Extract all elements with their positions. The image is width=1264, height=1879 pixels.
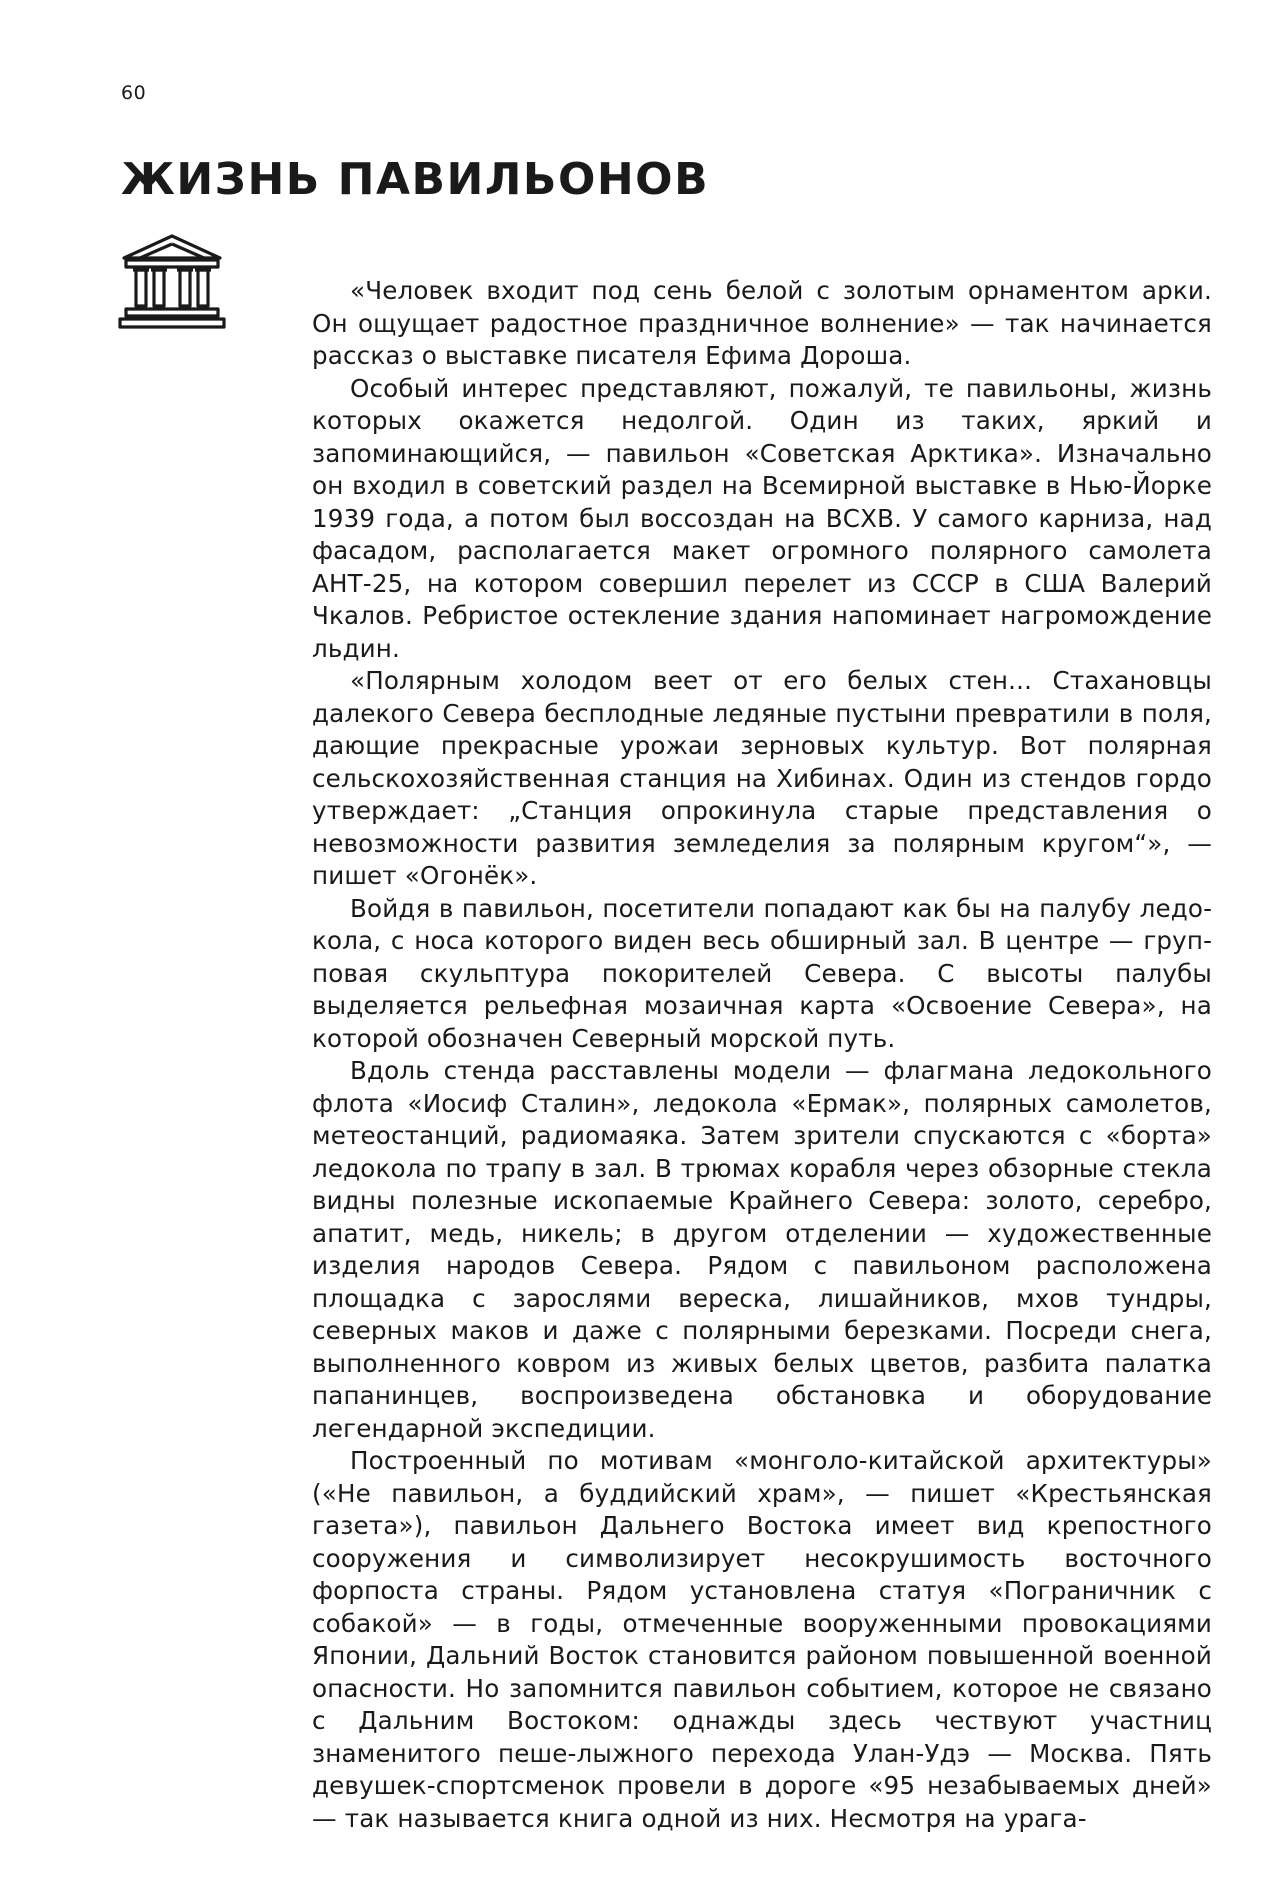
chapter-title: ЖИЗНЬ ПАВИЛЬОНОВ xyxy=(121,154,710,205)
paragraph: «Человек входит под сень белой с золотым орнаментом арки. Он ощущает радостное праздничное волнение» — так начинается рассказ о выставке писателя Ефима Дороша. xyxy=(312,276,1212,370)
paragraph: Вдоль стенда расставлены модели — флагмана ледокольного флота «Иосиф Сталин», ледокола «Ермак», полярных самолетов, метеостанций, радиомаяка. Затем зрители спускаются с «борта» ледокола по трапу в зал. В трюмах корабля через обзорные стекла видны полезные ископаемые Крайнего Севера: золото, серебро, апатит, медь, никель; в другом отделении — художественные изделия народов Севера. Рядом с павильоном расположена площадка с зарослями вереска, лишайников, мхов тундры, северных маков и даже с полярными березками. Посреди снега, выполненного ковром из живых белых цветов, разбита палатка папанинцев, воспроизведена обстановка и оборудование легендарной экспедиции. xyxy=(312,1056,1212,1443)
page-number: 60 xyxy=(121,82,147,104)
museum-building-icon xyxy=(118,232,226,332)
paragraph: Построенный по мотивам «монголо-китайской архитектуры» («Не павильон, а буддийский храм», — пишет «Крестьянская газета»), павильон Дальнего Востока имеет вид крепостного сооружения и символизирует несокрушимость восточного форпоста страны. Рядом установлена статуя «Пограничник с собакой» — в годы, отмеченные вооруженными провокациями Японии, Дальний Восток становится районом повышенной военной опасности. Но запомнится павильон событием, которое не связано с Дальним Востоком: однажды здесь чествуют участниц знаменитого пеше-лыжного перехода Улан-Удэ — Москва. Пять девушек-спортсменок провели в дороге «95 незабываемых дней» — так называется книга одной из них. Несмотря на урага- xyxy=(312,1446,1212,1833)
paragraph: Особый интерес представляют, пожалуй, те павильоны, жизнь которых окажется недолгой. Один из таких, яркий и запоминающийся, — павильон «Советская Арктика». Изначально он входил в советский раздел на Всемирной выставке в Нью-Йорке 1939 года, а потом был воссоздан на ВСХВ. У самого карниза, над фасадом, располагается макет огромного полярного самолета АНТ-25, на котором совершил перелет из СССР в США Валерий Чкалов. Ребристое остекление здания напоминает нагромождение льдин. xyxy=(312,373,1212,663)
article-body xyxy=(312,275,1212,1835)
paragraph: «Полярным холодом веет от его белых стен... Стахановцы далекого Севера бесплодные ледяные пустыни превратили в поля, дающие прекрасные урожаи зерновых культур. Вот полярная сельскохозяйственная станция на Хибинах. Один из стендов гордо утверждает: „Станция опрокинула старые представления о невозможности развития земледелия за полярным кругом“», — пишет «Огонёк». xyxy=(312,666,1212,890)
paragraph: Войдя в павильон, посетители попадают как бы на палубу ледокола, с носа которого виден весь обширный зал. В центре — групповая скульптура покорителей Севера. С высоты палубы выделяется рельефная мозаичная карта «Освоение Севера», на которой обозначен Северный морской путь. xyxy=(312,893,1212,1053)
